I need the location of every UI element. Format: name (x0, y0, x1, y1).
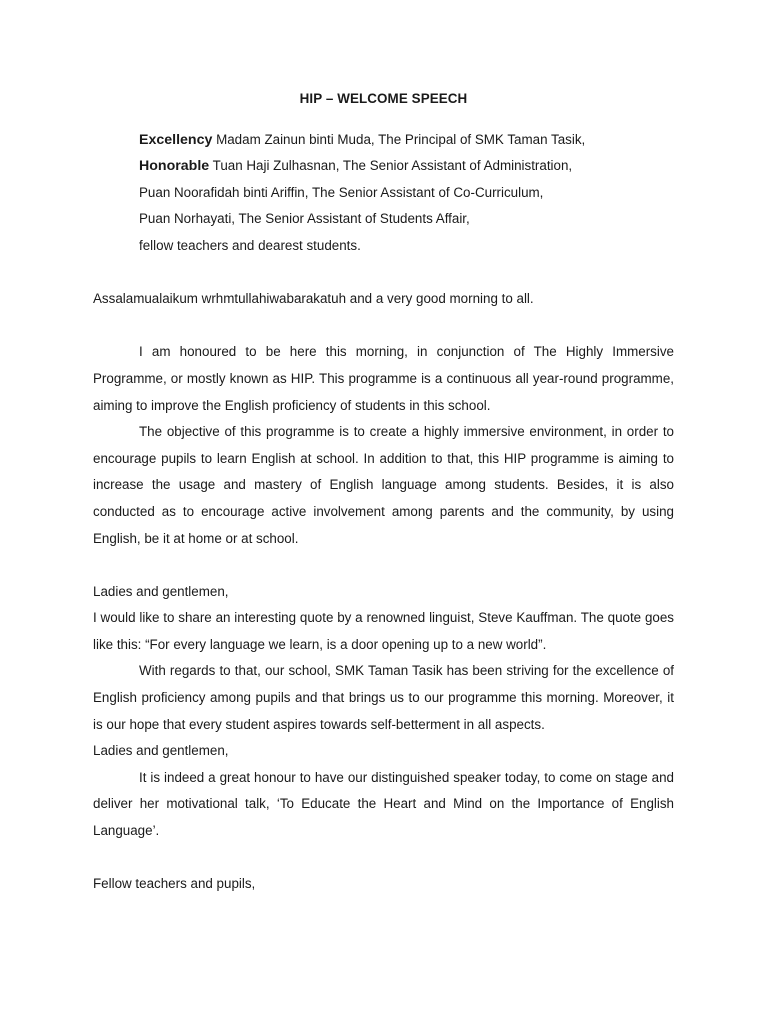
greeting: Assalamualaikum wrhmtullahiwabarakatuh and a very good morning to all. (93, 291, 534, 307)
salutation-line: fellow teachers and dearest students. (139, 237, 361, 253)
spacer (93, 313, 674, 340)
document-title: HIP – WELCOME SPEECH (299, 91, 468, 106)
salutation-honorific: Honorable (139, 158, 210, 175)
salutation-block (93, 127, 674, 260)
paragraph-quote: I would like to share an interesting quote by a renowned linguist, Steve Kauffman. The quote goes like this: “For every language we learn, is a door opening up to a new world”. (93, 610, 674, 652)
paragraph-speaker: It is indeed a great honour to have our distinguished speaker today, to come on stage and deliver her motivational talk, ‘To Educate the Heart and Mind on the Importance of English Language’. (93, 769, 674, 839)
salutation-line (139, 127, 674, 154)
salutation-line: Puan Norhayati, The Senior Assistant of Students Affair, (139, 211, 470, 227)
spacer (93, 260, 674, 287)
address-ladies-gentlemen: Ladies and gentlemen, (93, 743, 229, 759)
spacer (93, 845, 674, 872)
paragraph-intro: I am honoured to be here this morning, in conjunction of The Highly Immersive Programme, or mostly known as HIP. This programme is a continuous all year-round programme, aiming to improve the English proficiency of students in this school. (93, 344, 674, 413)
paragraph-school: With regards to that, our school, SMK Taman Tasik has been striving for the excellence of English proficiency among pupils and that brings us to our programme this morning. Moreover, it is our hope that every student aspires towards self-betterment in all aspects. (93, 663, 674, 732)
paragraph-objective: The objective of this programme is to create a highly immersive environment, in order to encourage pupils to learn English at school. In addition to that, this HIP programme is aiming to increase the usage and mastery of English language among students. Besides, it is also conducted as to encourage active involvement among parents and the community, by using English, be it at home or at school. (93, 424, 674, 546)
address-fellow-teachers: Fellow teachers and pupils, (93, 876, 256, 892)
salutation-honorific: Excellency (139, 131, 213, 148)
salutation-line: Puan Noorafidah binti Ariffin, The Senior Assistant of Co-Curriculum, (139, 184, 544, 200)
salutation-text: Madam Zainun binti Muda, The Principal of SMK Taman Tasik, (212, 131, 586, 147)
address-ladies-gentlemen: Ladies and gentlemen, (93, 583, 229, 599)
spacer (93, 552, 674, 579)
salutation-line (139, 153, 674, 180)
document-body (93, 86, 674, 898)
salutation-text: Tuan Haji Zulhasnan, The Senior Assistant of Administration, (209, 158, 573, 174)
